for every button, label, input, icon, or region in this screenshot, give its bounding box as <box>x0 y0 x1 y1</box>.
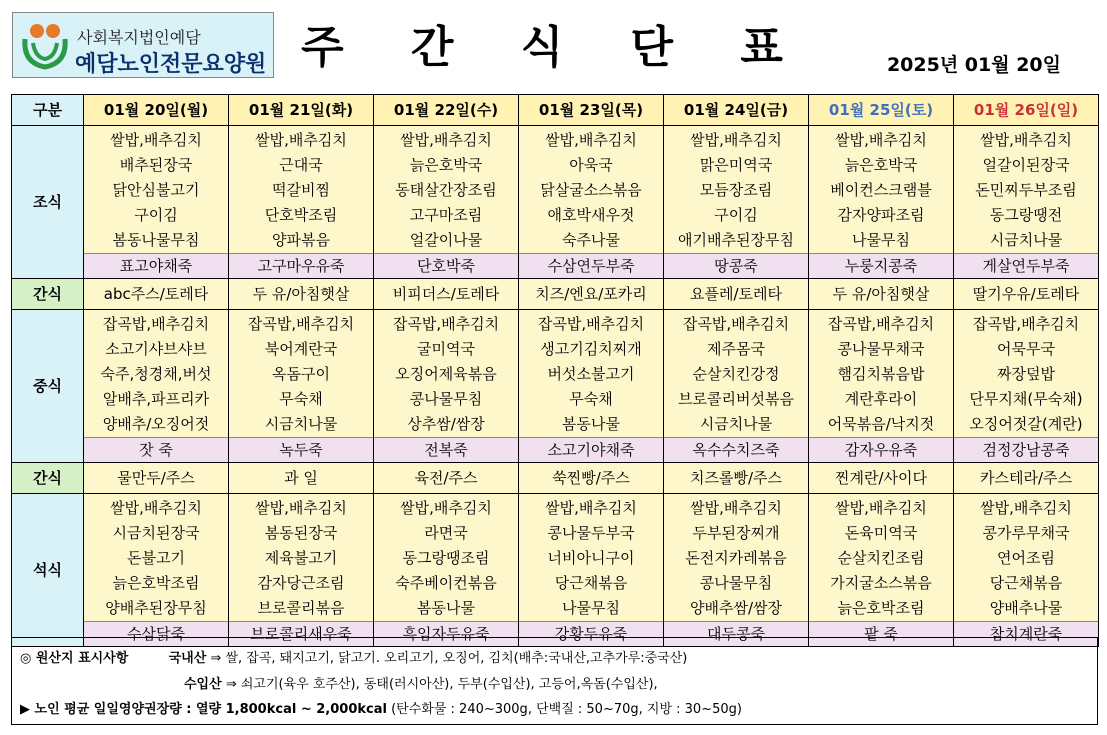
menu-item: 닭살굴소스볶음 <box>540 181 642 199</box>
menu-item: 잡곡밥,배추김치 <box>682 315 790 333</box>
menu-item: 닭안심불고기 <box>112 181 200 199</box>
menu-item: 늙은호박국 <box>844 156 918 174</box>
porridge-item: 녹두죽 <box>229 437 373 462</box>
nutrition-text: (탄수화물 : 240~300g, 단백질 : 50~70g, 지방 : 30~50g) <box>391 702 742 717</box>
menu-item: 무숙채 <box>569 390 613 408</box>
logo-icon <box>19 19 71 71</box>
menu-item: 단무지채(무숙채) <box>969 390 1083 408</box>
porridge-item: 참치계란죽 <box>954 621 1098 646</box>
dinner-day-cell <box>664 494 809 647</box>
menu-item: 양배추나물 <box>989 599 1063 617</box>
menu-item: 잡곡밥,배추김치 <box>392 315 500 333</box>
nutrition-strong: ▶ 노인 평균 일일영양권장량 : 열량 1,800kcal ~ 2,000kcal <box>20 702 387 717</box>
menu-item: 콩가루무채국 <box>982 524 1070 542</box>
menu-item: 나물무침 <box>852 231 910 249</box>
day-header: 01월 23일(목) <box>519 95 664 126</box>
menu-item: 근대국 <box>279 156 323 174</box>
menu-item: 햄김치볶음밥 <box>837 365 925 383</box>
menu-item: 얼갈이나물 <box>409 231 483 249</box>
snack-label: 간식 <box>12 279 84 310</box>
snack-cell: 두 유/아침햇살 <box>229 279 374 310</box>
dinner-day-cell <box>954 494 1099 647</box>
snack-cell: 과 일 <box>229 463 374 494</box>
menu-item: 돈불고기 <box>127 549 185 567</box>
menu-item: 북어계란국 <box>264 340 338 358</box>
snack-cell: 카스테라/주스 <box>954 463 1099 494</box>
snack-cell: 요플레/토레타 <box>664 279 809 310</box>
origin-title: ◎ 원산지 표시사항 <box>20 651 129 666</box>
breakfast-day-cell <box>84 126 229 279</box>
menu-item: 동그랑땡전 <box>989 206 1063 224</box>
lunch-day-cell <box>374 310 519 463</box>
day-header: 01월 20일(월) <box>84 95 229 126</box>
menu-item: 양배추/오징어젓 <box>102 415 210 433</box>
menu-item: 봄동나물 <box>417 599 475 617</box>
day-header-saturday: 01월 25일(토) <box>809 95 954 126</box>
dinner-day-cell <box>519 494 664 647</box>
dinner-day-cell <box>809 494 954 647</box>
porridge-item: 수삼닭죽 <box>84 621 228 646</box>
menu-item: 순살치킨조림 <box>837 549 925 567</box>
menu-item: 브로콜리볶음 <box>257 599 345 617</box>
menu-item: 콩나물무침 <box>699 574 773 592</box>
menu-item: 돈육미역국 <box>844 524 918 542</box>
breakfast-row <box>12 126 1099 279</box>
porridge-item: 잣 죽 <box>84 437 228 462</box>
breakfast-day-cell <box>664 126 809 279</box>
menu-item: 브로콜리버섯볶음 <box>678 390 794 408</box>
menu-item: 쌀밥,배추김치 <box>690 499 782 517</box>
day-header: 01월 21일(화) <box>229 95 374 126</box>
menu-item: 너비아니구이 <box>547 549 635 567</box>
snack-cell: 치즈/엔요/포카리 <box>519 279 664 310</box>
porridge-item: 땅콩죽 <box>664 253 808 278</box>
snack-cell: 육전/주스 <box>374 463 519 494</box>
header-label: 구분 <box>12 95 84 126</box>
menu-item: 굴미역국 <box>417 340 475 358</box>
menu-item: 쌀밥,배추김치 <box>255 131 347 149</box>
menu-item: 잡곡밥,배추김치 <box>827 315 935 333</box>
menu-item: 감자당근조림 <box>257 574 345 592</box>
menu-item: 오징어제육볶음 <box>395 365 497 383</box>
lunch-day-cell <box>954 310 1099 463</box>
menu-item: 돈민찌두부조림 <box>975 181 1077 199</box>
dinner-row <box>12 494 1099 647</box>
snack-cell: 비피더스/토레타 <box>374 279 519 310</box>
menu-item: 두부된장찌개 <box>692 524 780 542</box>
breakfast-day-cell <box>954 126 1099 279</box>
porridge-item: 소고기야채죽 <box>519 437 663 462</box>
logo-facility-name: 예담노인전문요양원 <box>75 52 267 77</box>
menu-item: 봄동나물 <box>562 415 620 433</box>
footer-notes <box>11 637 1098 725</box>
menu-item: 쌀밥,배추김치 <box>255 499 347 517</box>
meal-label-breakfast: 조식 <box>12 126 84 279</box>
menu-item: 구이김 <box>134 206 178 224</box>
menu-item: 시금치된장국 <box>112 524 200 542</box>
menu-item: 숙주,청경채,버섯 <box>100 365 212 383</box>
porridge-item: 감자우유죽 <box>809 437 953 462</box>
origin-row-import <box>184 673 658 692</box>
meal-label-lunch: 중식 <box>12 310 84 463</box>
snack-cell: 찐계란/사이다 <box>809 463 954 494</box>
menu-item: 연어조림 <box>997 549 1055 567</box>
lunch-day-cell <box>229 310 374 463</box>
meal-label-dinner: 석식 <box>12 494 84 647</box>
menu-item: 애기배추된장무침 <box>678 231 794 249</box>
snack-label: 간식 <box>12 463 84 494</box>
menu-item: 잡곡밥,배추김치 <box>102 315 210 333</box>
porridge-item: 수삼연두부죽 <box>519 253 663 278</box>
lunch-day-cell <box>84 310 229 463</box>
day-header-sunday: 01월 26일(일) <box>954 95 1099 126</box>
menu-item: 돈전지카레볶음 <box>685 549 787 567</box>
lunch-day-cell <box>809 310 954 463</box>
menu-item: 동태살간장조림 <box>395 181 497 199</box>
menu-item: 양배추된장무침 <box>105 599 207 617</box>
dinner-day-cell <box>84 494 229 647</box>
menu-item: 쌀밥,배추김치 <box>835 499 927 517</box>
menu-item: 동그랑땡조림 <box>402 549 490 567</box>
breakfast-day-cell <box>374 126 519 279</box>
import-text: ⇒ 쇠고기(육우 호주산), 동태(러시아산), 두부(수입산), 고등어,옥돔(수입산), <box>225 677 658 692</box>
porridge-item: 흑임자두유죽 <box>374 621 518 646</box>
breakfast-day-cell <box>229 126 374 279</box>
menu-item: 계란후라이 <box>844 390 918 408</box>
menu-item: 늙은호박조림 <box>112 574 200 592</box>
menu-item: 양배추쌈/쌈장 <box>690 599 782 617</box>
page-title: 주 간 식 단 표 <box>301 22 809 73</box>
porridge-item: 팥 죽 <box>809 621 953 646</box>
menu-item: 알배추,파프리카 <box>102 390 210 408</box>
menu-item: 당근채볶음 <box>554 574 628 592</box>
menu-item: 애호박새우젓 <box>547 206 635 224</box>
menu-item: 순살치킨강정 <box>692 365 780 383</box>
menu-item: 베이컨스크램블 <box>830 181 932 199</box>
menu-item: 아욱국 <box>569 156 613 174</box>
menu-item: 옥돔구이 <box>272 365 330 383</box>
menu-item: 구이김 <box>714 206 758 224</box>
menu-item: 숙주베이컨볶음 <box>395 574 497 592</box>
day-header: 01월 22일(수) <box>374 95 519 126</box>
porridge-item: 게살연두부죽 <box>954 253 1098 278</box>
menu-item: 콩나물무침 <box>409 390 483 408</box>
menu-item: 어묵무국 <box>997 340 1055 358</box>
menu-item: 콩나물무채국 <box>837 340 925 358</box>
menu-item: 쌀밥,배추김치 <box>980 499 1072 517</box>
breakfast-day-cell <box>809 126 954 279</box>
lunch-day-cell <box>519 310 664 463</box>
menu-item: 고구마조림 <box>409 206 483 224</box>
breakfast-day-cell <box>519 126 664 279</box>
menu-item: 상추쌈/쌈장 <box>407 415 485 433</box>
lunch-row <box>12 310 1099 463</box>
menu-item: 잡곡밥,배추김치 <box>247 315 355 333</box>
menu-item: 맑은미역국 <box>699 156 773 174</box>
menu-item: 모듬장조림 <box>699 181 773 199</box>
menu-item: 잡곡밥,배추김치 <box>972 315 1080 333</box>
menu-item: 소고기샤브샤브 <box>105 340 207 358</box>
header-row <box>12 95 1099 126</box>
lunch-day-cell <box>664 310 809 463</box>
porridge-item: 누룽지콩죽 <box>809 253 953 278</box>
snack1-row <box>12 279 1099 310</box>
menu-item: 봄동나물무침 <box>112 231 200 249</box>
menu-item: 잡곡밥,배추김치 <box>537 315 645 333</box>
domestic-label: 국내산 <box>168 651 207 666</box>
menu-item: 당근채볶음 <box>989 574 1063 592</box>
snack-cell: abc주스/토레타 <box>84 279 229 310</box>
menu-item: 제육불고기 <box>264 549 338 567</box>
menu-item: 시금치나물 <box>264 415 338 433</box>
menu-item: 짜장덮밥 <box>997 365 1055 383</box>
menu-item: 무숙채 <box>279 390 323 408</box>
menu-item: 쌀밥,배추김치 <box>110 499 202 517</box>
menu-item: 배추된장국 <box>119 156 193 174</box>
title-box <box>290 8 820 78</box>
porridge-item: 브로콜리새우죽 <box>229 621 373 646</box>
logo-box <box>12 12 274 78</box>
menu-item: 버섯소불고기 <box>547 365 635 383</box>
porridge-item: 고구마우유죽 <box>229 253 373 278</box>
import-label: 수입산 <box>184 677 222 692</box>
snack-cell: 딸기우유/토레타 <box>954 279 1099 310</box>
porridge-item: 옥수수치즈죽 <box>664 437 808 462</box>
menu-item: 얼갈이된장국 <box>982 156 1070 174</box>
menu-item: 시금치나물 <box>699 415 773 433</box>
menu-item: 숙주나물 <box>562 231 620 249</box>
menu-item: 늙은호박국 <box>409 156 483 174</box>
menu-item: 감자양파조림 <box>837 206 925 224</box>
menu-item: 쌀밥,배추김치 <box>980 131 1072 149</box>
menu-item: 나물무침 <box>562 599 620 617</box>
domestic-text: ⇒ 쌀, 잡곡, 돼지고기, 닭고기. 오리고기, 오징어, 김치(배추:국내산,고추가루:중국산) <box>210 651 688 666</box>
menu-item: 봄동된장국 <box>264 524 338 542</box>
porridge-item: 표고야채죽 <box>84 253 228 278</box>
menu-item: 떡갈비찜 <box>272 181 330 199</box>
snack2-row <box>12 463 1099 494</box>
snack-cell: 쑥찐빵/주스 <box>519 463 664 494</box>
menu-item: 콩나물두부국 <box>547 524 635 542</box>
snack-cell: 두 유/아침햇살 <box>809 279 954 310</box>
menu-item: 양파볶음 <box>272 231 330 249</box>
menu-item: 쌀밥,배추김치 <box>400 131 492 149</box>
menu-item: 단호박조림 <box>264 206 338 224</box>
menu-item: 제주몸국 <box>707 340 765 358</box>
menu-item: 쌀밥,배추김치 <box>110 131 202 149</box>
origin-row-domestic <box>20 647 687 666</box>
menu-date: 2025년 01월 20일 <box>886 54 1061 76</box>
porridge-item: 강황두유죽 <box>519 621 663 646</box>
menu-item: 오징어젓갈(계란) <box>969 415 1083 433</box>
menu-item: 라면국 <box>424 524 468 542</box>
menu-item: 쌀밥,배추김치 <box>690 131 782 149</box>
nutrition-row <box>20 698 742 717</box>
menu-item: 쌀밥,배추김치 <box>545 131 637 149</box>
snack-cell: 물만두/주스 <box>84 463 229 494</box>
menu-item: 쌀밥,배추김치 <box>400 499 492 517</box>
snack-cell: 치즈롤빵/주스 <box>664 463 809 494</box>
day-header: 01월 24일(금) <box>664 95 809 126</box>
dinner-day-cell <box>229 494 374 647</box>
menu-item: 쌀밥,배추김치 <box>545 499 637 517</box>
dinner-day-cell <box>374 494 519 647</box>
menu-item: 시금치나물 <box>989 231 1063 249</box>
menu-item: 쌀밥,배추김치 <box>835 131 927 149</box>
menu-item: 가지굴소스볶음 <box>830 574 932 592</box>
menu-item: 늙은호박조림 <box>837 599 925 617</box>
weekly-menu-table <box>11 94 1099 647</box>
menu-item: 생고기김치찌개 <box>540 340 642 358</box>
menu-item: 어묵볶음/낙지젓 <box>827 415 935 433</box>
porridge-item: 검정강남콩죽 <box>954 437 1098 462</box>
porridge-item: 대두콩죽 <box>664 621 808 646</box>
porridge-item: 전복죽 <box>374 437 518 462</box>
logo-org-name: 사회복지법인예담 <box>77 28 201 47</box>
porridge-item: 단호박죽 <box>374 253 518 278</box>
